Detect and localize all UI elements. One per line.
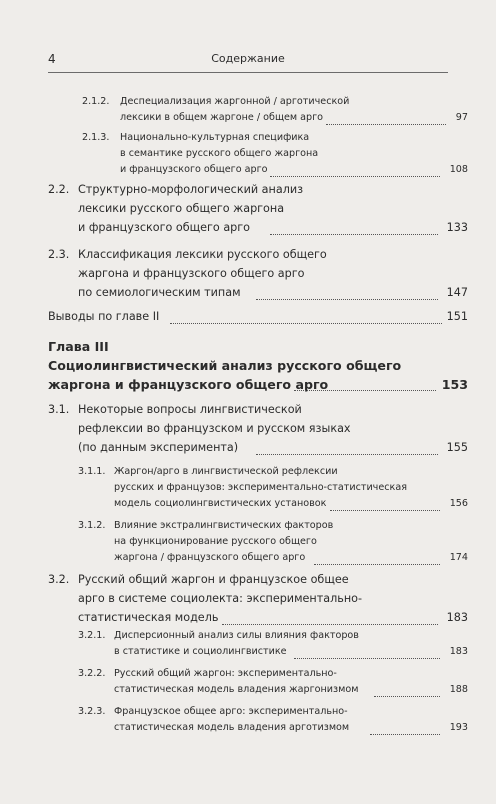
toc-page-number: 156 xyxy=(449,498,468,509)
toc-entry-title: Национально-культурная специфика xyxy=(120,132,310,143)
toc-entry-title: по семиологическим типам xyxy=(78,286,241,299)
dot-leader xyxy=(374,695,440,697)
dot-leader xyxy=(294,657,440,659)
toc-entry-number: 2.3. xyxy=(48,248,70,261)
toc-entry-number: 3.1.2. xyxy=(78,520,106,531)
toc-entry-title: Дисперсионный анализ силы влияния факторов xyxy=(114,630,359,641)
toc-entry-title: Русский общий жаргон и французское общее xyxy=(78,573,349,586)
toc-entry-title: в семантике русского общего жаргона xyxy=(120,148,319,159)
toc-entry-title: статистическая модель владения арготизмом xyxy=(114,722,350,733)
dot-leader xyxy=(256,453,438,455)
toc-page-number: 151 xyxy=(446,310,468,323)
toc-page-number: 155 xyxy=(446,441,468,454)
dot-leader xyxy=(256,298,438,300)
toc-entry-title: Жаргон/арго в лингвистической рефлексии xyxy=(114,466,338,477)
toc-entry-title: Некоторые вопросы лингвистической xyxy=(78,403,302,416)
dot-leader xyxy=(270,233,438,235)
toc-page-number: 147 xyxy=(446,286,468,299)
toc-page-number: 188 xyxy=(449,684,468,695)
toc-entry-title: и французского общего арго xyxy=(78,221,251,234)
chapter-title: Социолингвистический анализ русского общего xyxy=(48,358,402,373)
chapter-label: Глава III xyxy=(48,339,109,354)
toc-entry-number: 2.1.3. xyxy=(82,132,110,143)
running-title: Содержание xyxy=(211,52,285,65)
toc-entry-title: статистическая модель xyxy=(78,611,219,624)
page-header xyxy=(48,48,448,73)
toc-page-number: 183 xyxy=(449,646,468,657)
toc-entry-title: и французского общего арго xyxy=(120,164,268,175)
toc-entry-number: 2.1.2. xyxy=(82,96,110,107)
dot-leader xyxy=(326,123,446,125)
toc-entry-title: русских и французов: экспериментально-статистическая xyxy=(114,482,407,493)
toc-page-number: 97 xyxy=(455,112,468,123)
toc-entry-title: Выводы по главе II xyxy=(48,310,160,323)
toc-entry-title: в статистике и социолингвистике xyxy=(114,646,287,657)
dot-leader xyxy=(370,733,440,735)
toc-entry-title: статистическая модель владения жаргонизмом xyxy=(114,684,359,695)
toc-entry-number: 3.2.2. xyxy=(78,668,106,679)
toc-page-number: 108 xyxy=(449,164,468,175)
toc-entry-title: Деспециализация жаргонной / арготической xyxy=(120,96,350,107)
toc-entry-title: Русский общий жаргон: экспериментально- xyxy=(114,668,337,679)
toc-entry-number: 3.1. xyxy=(48,403,70,416)
toc-entry-number: 3.2.3. xyxy=(78,706,106,717)
toc-entry-title: Структурно-морфологический анализ xyxy=(78,183,304,196)
dot-leader xyxy=(270,175,440,177)
toc-page-number: 183 xyxy=(446,611,468,624)
toc-page-number: 133 xyxy=(446,221,468,234)
toc-entry-number: 2.2. xyxy=(48,183,70,196)
toc-entry-number: 3.2.1. xyxy=(78,630,106,641)
toc-entry-title: Влияние экстралингвистических факторов xyxy=(114,520,334,531)
toc-entry-title: лексики в общем жаргоне / общем арго xyxy=(120,112,324,123)
toc-entry-title: жаргона и французского общего арго xyxy=(78,267,305,280)
page-number: 4 xyxy=(48,52,56,66)
dot-leader xyxy=(330,509,440,511)
toc-entry-number: 3.2. xyxy=(48,573,70,586)
toc-entry-title: на функционирование русского общего xyxy=(114,536,317,547)
toc-page-number: 193 xyxy=(449,722,468,733)
dot-leader xyxy=(314,563,440,565)
toc-entry-title: жаргона / французского общего арго xyxy=(114,552,306,563)
toc-page-number: 153 xyxy=(441,377,468,392)
toc-entry-title: Классификация лексики русского общего xyxy=(78,248,327,261)
dot-leader xyxy=(294,389,436,391)
toc-entry-title: модель социолингвистических установок xyxy=(114,498,327,509)
toc-entry-title: арго в системе социолекта: экспериментально- xyxy=(78,592,363,605)
toc-entry-number: 3.1.1. xyxy=(78,466,106,477)
toc-page-number: 174 xyxy=(449,552,468,563)
toc-entry-title: рефлексии во французском и русском языках xyxy=(78,422,351,435)
dot-leader xyxy=(170,322,442,324)
dot-leader xyxy=(222,623,438,625)
toc-entry-title: лексики русского общего жаргона xyxy=(78,202,285,215)
chapter-title: жаргона и французского общего арго xyxy=(48,377,329,392)
toc-entry-title: Французское общее арго: экспериментально- xyxy=(114,706,348,717)
toc-entry-title: (по данным эксперимента) xyxy=(78,441,239,454)
